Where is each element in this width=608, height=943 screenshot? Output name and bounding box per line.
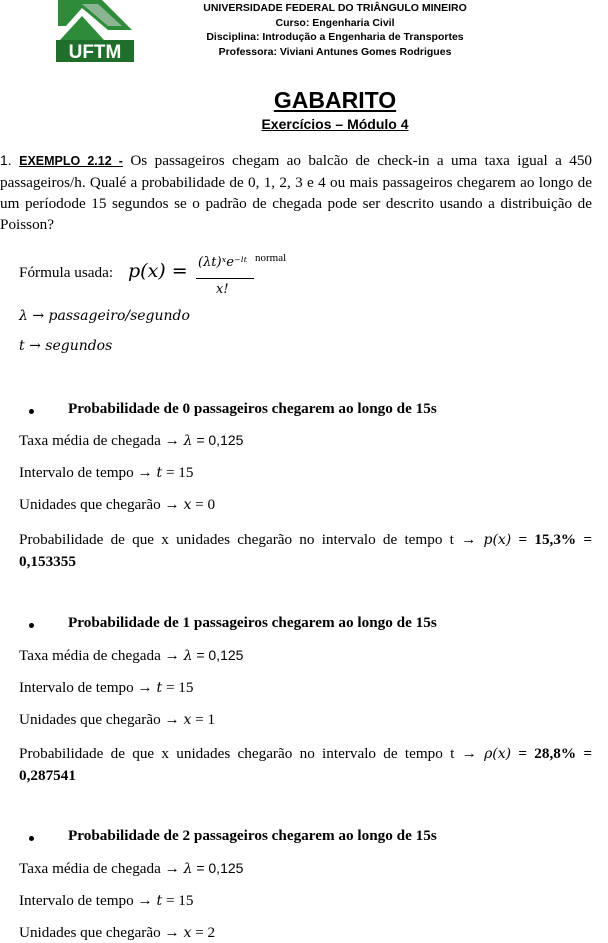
interval-line	[19, 464, 194, 482]
institution-header	[180, 1, 490, 59]
units-label: Unidades que chegarão →	[19, 496, 180, 513]
formula-label: Fórmula usada:	[19, 264, 114, 281]
bullet-icon	[29, 409, 34, 414]
prob-result: = 15,3% = 0,153355	[19, 531, 592, 570]
rate-value: = 0,125	[196, 432, 244, 448]
page-title: GABARITO	[273, 87, 397, 113]
prob-result: = 28,8% = 0,287541	[19, 745, 592, 784]
t-definition: t → segundos	[19, 338, 113, 354]
rate-label: Taxa média de chegada →	[19, 647, 180, 664]
formula-numerator: (λt)ˣe⁻ˡᵗ	[198, 255, 248, 270]
svg-text:UFTM: UFTM	[68, 42, 122, 63]
interval-label: Intervalo de tempo →	[19, 464, 153, 481]
discipline-name: Disciplina: Introdução a Engenharia de Transportes	[206, 31, 464, 44]
uftm-logo	[52, 0, 138, 64]
course-name: Curso: Engenharia Civil	[275, 16, 395, 29]
university-name: UNIVERSIDADE FEDERAL DO TRIÂNGULO MINEIRO	[203, 2, 467, 14]
rate-value: = 0,125	[196, 860, 244, 876]
exercise-text: Os passageiros chegam ao balcão de check-in a uma taxa igual a 450 passageiros/h. Qualé a probabilidade de 0, 1, 2, 3 e 4 ou mais passageiros chegarem ao longo de um períodode 15 segundos se o padrão de chegada pode ser descrito usando a distribuição de Poisson?	[0, 152, 593, 233]
units-line	[19, 496, 215, 514]
interval-line	[19, 679, 194, 697]
fraction-bar	[196, 278, 254, 279]
exercise-statement	[0, 150, 592, 235]
interval-label: Intervalo de tempo →	[19, 892, 153, 909]
units-value: = 2	[195, 924, 216, 941]
units-var: x	[183, 497, 192, 513]
exercise-label: EXEMPLO 2.12 -	[19, 154, 123, 168]
interval-var: t	[156, 465, 163, 481]
rate-var: λ	[183, 433, 193, 449]
rate-line	[19, 432, 243, 450]
interval-var: t	[156, 893, 163, 909]
formula-numerator-note: normal	[255, 252, 287, 264]
rate-var: λ	[183, 861, 193, 877]
rate-label: Taxa média de chegada →	[19, 860, 180, 877]
exercise-number: 1.	[0, 152, 12, 168]
units-var: x	[183, 925, 192, 941]
professor-name: Professora: Viviani Antunes Gomes Rodrigues	[218, 45, 452, 58]
rate-line	[19, 860, 243, 878]
bullet-icon	[29, 836, 34, 841]
interval-value: = 15	[165, 464, 194, 481]
prob-text: Probabilidade de que x unidades chegarão no intervalo de tempo t →	[19, 745, 477, 762]
prob-func: ρ(x)	[484, 746, 512, 762]
prob-text: Probabilidade de que x unidades chegarão no intervalo de tempo t →	[19, 531, 477, 548]
interval-value: = 15	[165, 679, 194, 696]
bullet-icon	[29, 623, 34, 628]
rate-label: Taxa média de chegada →	[19, 432, 180, 449]
units-label: Unidades que chegarão →	[19, 711, 180, 728]
rate-value: = 0,125	[196, 647, 244, 663]
formula-denominator: x!	[216, 282, 229, 297]
units-var: x	[183, 712, 192, 728]
interval-label: Intervalo de tempo →	[19, 679, 153, 696]
units-line	[19, 711, 215, 729]
formula-lhs: p(x) =	[128, 260, 188, 282]
lambda-definition: λ → passageiro/segundo	[19, 308, 190, 324]
units-value: = 1	[195, 711, 216, 728]
interval-line	[19, 892, 194, 910]
rate-var: λ	[183, 648, 193, 664]
units-label: Unidades que chegarão →	[19, 924, 180, 941]
units-value: = 0	[195, 496, 216, 513]
section-heading: Probabilidade de 1 passageiros chegarem ao longo de 15s	[68, 614, 437, 631]
interval-var: t	[156, 680, 163, 696]
probability-line	[19, 743, 592, 786]
section-heading: Probabilidade de 0 passageiros chegarem ao longo de 15s	[68, 400, 437, 417]
interval-value: = 15	[165, 892, 194, 909]
rate-line	[19, 647, 243, 665]
page-subtitle: Exercícios – Módulo 4	[261, 116, 409, 132]
section-heading: Probabilidade de 2 passageiros chegarem ao longo de 15s	[68, 827, 437, 844]
probability-line	[19, 529, 592, 572]
units-line	[19, 924, 215, 942]
prob-func: p(x)	[483, 532, 512, 548]
